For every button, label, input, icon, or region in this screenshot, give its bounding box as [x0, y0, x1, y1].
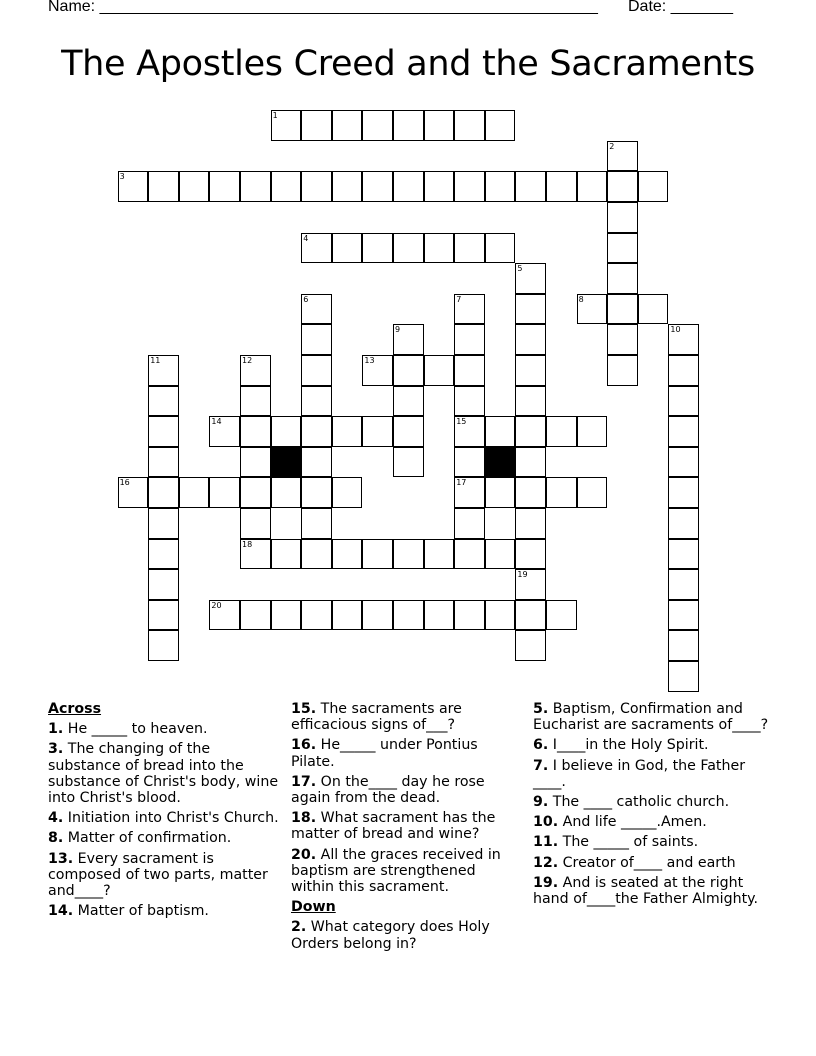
- answer-cell[interactable]: [240, 600, 271, 631]
- clues-column-1: [48, 701, 286, 923]
- answer-cell[interactable]: [454, 355, 485, 386]
- answer-cell[interactable]: [148, 600, 179, 631]
- answer-cell[interactable]: [668, 600, 699, 631]
- answer-cell[interactable]: [362, 416, 393, 447]
- answer-cell[interactable]: [393, 539, 424, 570]
- answer-cell[interactable]: [454, 386, 485, 417]
- answer-cell[interactable]: [668, 508, 699, 539]
- answer-cell[interactable]: [362, 171, 393, 202]
- answer-cell[interactable]: [240, 386, 271, 417]
- answer-cell[interactable]: [271, 600, 302, 631]
- answer-cell[interactable]: [515, 600, 546, 631]
- answer-cell[interactable]: [393, 447, 424, 478]
- clue-number-label: 20.: [291, 846, 317, 863]
- block-cell: [271, 447, 302, 478]
- clue-text: The sacraments are efficacious signs of___?: [291, 701, 462, 734]
- answer-cell[interactable]: [209, 477, 240, 508]
- answer-cell[interactable]: [607, 233, 638, 264]
- answer-cell[interactable]: [362, 600, 393, 631]
- block-cell: [485, 447, 516, 478]
- answer-cell[interactable]: [240, 508, 271, 539]
- answer-cell[interactable]: [668, 539, 699, 570]
- clue-number: 4: [303, 233, 309, 243]
- clue-number-label: 18.: [291, 810, 317, 827]
- clue-number-label: 13.: [48, 850, 74, 867]
- answer-cell[interactable]: [301, 110, 332, 141]
- clue-item: [48, 903, 286, 919]
- answer-cell[interactable]: [607, 355, 638, 386]
- answer-cell[interactable]: [301, 447, 332, 478]
- answer-cell[interactable]: [546, 600, 577, 631]
- clue-number: 12: [242, 356, 253, 365]
- clue-text: All the graces received in baptism are strengthened within this sacrament.: [291, 846, 501, 896]
- answer-cell[interactable]: [424, 539, 455, 570]
- page-title: The Apostles Creed and the Sacraments: [61, 44, 755, 84]
- answer-cell[interactable]: [209, 171, 240, 202]
- clue-item: [48, 721, 286, 737]
- answer-cell[interactable]: [332, 477, 363, 508]
- clue-text: Matter of confirmation.: [63, 830, 232, 847]
- answer-cell[interactable]: [485, 233, 516, 264]
- clue-text: He _____ to heaven.: [63, 721, 208, 738]
- answer-cell[interactable]: [515, 171, 546, 202]
- clue-number-label: 11.: [533, 834, 559, 851]
- answer-cell[interactable]: [607, 141, 638, 172]
- answer-cell[interactable]: [332, 416, 363, 447]
- clue-number-label: 8.: [48, 830, 64, 847]
- answer-cell[interactable]: [362, 355, 393, 386]
- clue-number: 13: [364, 356, 375, 365]
- answer-cell[interactable]: [271, 477, 302, 508]
- answer-cell[interactable]: [271, 416, 302, 447]
- answer-cell[interactable]: [577, 294, 608, 325]
- clue-number-label: 7.: [533, 757, 549, 774]
- answer-cell[interactable]: [148, 477, 179, 508]
- answer-cell[interactable]: [454, 171, 485, 202]
- answer-cell[interactable]: [607, 263, 638, 294]
- answer-cell[interactable]: [485, 539, 516, 570]
- clue-item: [533, 855, 769, 871]
- answer-cell[interactable]: [668, 386, 699, 417]
- answer-cell[interactable]: [301, 355, 332, 386]
- answer-cell[interactable]: [485, 110, 516, 141]
- answer-cell[interactable]: [148, 539, 179, 570]
- clue-number: 7: [456, 294, 462, 304]
- answer-cell[interactable]: [546, 477, 577, 508]
- answer-cell[interactable]: [209, 416, 240, 447]
- answer-cell[interactable]: [454, 324, 485, 355]
- answer-cell[interactable]: [668, 661, 699, 692]
- answer-cell[interactable]: [515, 416, 546, 447]
- answer-cell[interactable]: [424, 110, 455, 141]
- answer-cell[interactable]: [577, 477, 608, 508]
- answer-cell[interactable]: [393, 233, 424, 264]
- clue-number-label: 2.: [291, 919, 307, 936]
- clue-number: 14: [211, 417, 222, 427]
- answer-cell[interactable]: [668, 569, 699, 600]
- clue-number: 3: [119, 172, 125, 182]
- clue-number: 10: [670, 325, 681, 335]
- answer-cell[interactable]: [271, 171, 302, 202]
- answer-cell[interactable]: [546, 416, 577, 447]
- clue-text: The ____ catholic church.: [548, 794, 730, 811]
- answer-cell[interactable]: [454, 233, 485, 264]
- clue-text: Initiation into Christ's Church.: [63, 810, 279, 827]
- clue-number-label: 16.: [291, 737, 317, 754]
- clue-number: 9: [395, 325, 401, 335]
- answer-cell[interactable]: [485, 600, 516, 631]
- answer-cell[interactable]: [301, 416, 332, 447]
- answer-cell[interactable]: [668, 477, 699, 508]
- answer-cell[interactable]: [454, 294, 485, 325]
- answer-cell[interactable]: [424, 171, 455, 202]
- answer-cell[interactable]: [301, 233, 332, 264]
- clue-number-label: 4.: [48, 810, 64, 827]
- clue-item: [48, 851, 286, 900]
- clue-item: [533, 737, 769, 753]
- answer-cell[interactable]: [240, 171, 271, 202]
- answer-cell[interactable]: [668, 416, 699, 447]
- answer-cell[interactable]: [515, 477, 546, 508]
- answer-cell[interactable]: [454, 477, 485, 508]
- answer-cell[interactable]: [515, 539, 546, 570]
- name-field-label: Name: ________________________________________________________: [48, 0, 598, 15]
- clue-text: I believe in God, the Father ____.: [533, 757, 746, 790]
- answer-cell[interactable]: [118, 171, 149, 202]
- answer-cell[interactable]: [454, 508, 485, 539]
- answer-cell[interactable]: [454, 600, 485, 631]
- answer-cell[interactable]: [148, 447, 179, 478]
- clues-column-2: [291, 701, 523, 956]
- answer-cell[interactable]: [638, 294, 669, 325]
- answer-cell[interactable]: [393, 110, 424, 141]
- answer-cell[interactable]: [301, 600, 332, 631]
- clue-number: 2: [609, 141, 615, 151]
- down-heading: Down: [291, 899, 336, 916]
- answer-cell[interactable]: [332, 171, 363, 202]
- answer-cell[interactable]: [148, 355, 179, 386]
- clue-item: [533, 758, 769, 790]
- answer-cell[interactable]: [148, 171, 179, 202]
- answer-cell[interactable]: [301, 324, 332, 355]
- answer-cell[interactable]: [393, 600, 424, 631]
- answer-cell[interactable]: [332, 539, 363, 570]
- answer-cell[interactable]: [638, 171, 669, 202]
- clue-item: [533, 814, 769, 830]
- clue-item: [48, 810, 286, 826]
- answer-cell[interactable]: [607, 324, 638, 355]
- clue-number-label: 6.: [533, 737, 549, 754]
- answer-cell[interactable]: [240, 477, 271, 508]
- answer-cell[interactable]: [301, 539, 332, 570]
- answer-cell[interactable]: [515, 386, 546, 417]
- answer-cell[interactable]: [393, 324, 424, 355]
- answer-cell[interactable]: [301, 386, 332, 417]
- answer-cell[interactable]: [393, 416, 424, 447]
- answer-cell[interactable]: [301, 294, 332, 325]
- clue-number: 20: [211, 600, 222, 610]
- answer-cell[interactable]: [485, 171, 516, 202]
- clue-text: I____in the Holy Spirit.: [548, 737, 709, 754]
- answer-cell[interactable]: [301, 508, 332, 539]
- clue-text: Creator of____ and earth: [558, 854, 736, 871]
- clue-text: He_____ under Pontius Pilate.: [291, 737, 478, 770]
- clue-item: [291, 847, 523, 896]
- clue-number: 16: [119, 478, 130, 488]
- clue-item: [291, 774, 523, 806]
- answer-cell[interactable]: [148, 386, 179, 417]
- answer-cell[interactable]: [118, 477, 149, 508]
- clue-number-label: 10.: [533, 814, 559, 831]
- answer-cell[interactable]: [179, 171, 210, 202]
- clue-number-label: 1.: [48, 721, 64, 738]
- clue-text: And is seated at the right hand of____the Father Almighty.: [533, 874, 759, 908]
- answer-cell[interactable]: [271, 539, 302, 570]
- answer-cell[interactable]: [332, 600, 363, 631]
- clue-text: The _____ of saints.: [558, 834, 699, 851]
- answer-cell[interactable]: [668, 324, 699, 355]
- answer-cell[interactable]: [393, 355, 424, 386]
- clue-item: [291, 701, 523, 733]
- clue-text: On the____ day he rose again from the dead.: [291, 773, 485, 807]
- answer-cell[interactable]: [515, 263, 546, 294]
- answer-cell[interactable]: [607, 202, 638, 233]
- clue-number: 8: [578, 294, 584, 304]
- answer-cell[interactable]: [179, 477, 210, 508]
- answer-cell[interactable]: [148, 569, 179, 600]
- clue-number-label: 5.: [533, 701, 549, 717]
- answer-cell[interactable]: [271, 110, 302, 141]
- answer-cell[interactable]: [515, 294, 546, 325]
- answer-cell[interactable]: [209, 600, 240, 631]
- answer-cell[interactable]: [607, 294, 638, 325]
- clue-text: And life _____.Amen.: [558, 814, 707, 831]
- clue-item: [48, 830, 286, 846]
- clue-number: 18: [242, 539, 253, 549]
- clue-item: [533, 834, 769, 850]
- answer-cell[interactable]: [362, 539, 393, 570]
- clue-item: [533, 701, 769, 733]
- answer-cell[interactable]: [240, 539, 271, 570]
- answer-cell[interactable]: [393, 171, 424, 202]
- answer-cell[interactable]: [362, 110, 393, 141]
- answer-cell[interactable]: [240, 447, 271, 478]
- across-heading: Across: [48, 701, 102, 717]
- clue-text: Matter of baptism.: [73, 903, 209, 920]
- clue-number-label: 17.: [291, 773, 317, 790]
- clue-item: [48, 741, 286, 806]
- answer-cell[interactable]: [515, 569, 546, 600]
- answer-cell[interactable]: [607, 171, 638, 202]
- answer-cell[interactable]: [515, 447, 546, 478]
- date-field-label: Date: _______: [628, 0, 733, 15]
- clue-number-label: 14.: [48, 903, 74, 920]
- clue-text: The changing of the substance of bread into the substance of Christ's body, wine into Christ's blood.: [48, 741, 279, 807]
- answer-cell[interactable]: [393, 386, 424, 417]
- clue-item: [291, 737, 523, 769]
- answer-cell[interactable]: [454, 539, 485, 570]
- clue-number: 11: [150, 356, 161, 365]
- clue-number: 1: [272, 111, 278, 121]
- answer-cell[interactable]: [240, 416, 271, 447]
- clue-item: [291, 919, 523, 951]
- clue-number: 19: [517, 570, 528, 580]
- clues-column-3: [533, 701, 769, 911]
- clue-number: 5: [517, 264, 523, 274]
- answer-cell[interactable]: [485, 416, 516, 447]
- clue-number: 17: [456, 478, 467, 488]
- answer-cell[interactable]: [515, 630, 546, 661]
- answer-cell[interactable]: [546, 171, 577, 202]
- answer-cell[interactable]: [454, 447, 485, 478]
- clue-text: Baptism, Confirmation and Eucharist are sacraments of____?: [533, 701, 769, 734]
- clue-number-label: 19.: [533, 874, 559, 891]
- answer-cell[interactable]: [424, 355, 455, 386]
- clue-text: What sacrament has the matter of bread and wine?: [291, 810, 496, 843]
- answer-cell[interactable]: [148, 416, 179, 447]
- clue-number: 15: [456, 417, 467, 427]
- answer-cell[interactable]: [454, 416, 485, 447]
- clue-item: [291, 810, 523, 842]
- answer-cell[interactable]: [332, 233, 363, 264]
- clue-text: Every sacrament is composed of two parts, matter and____?: [48, 850, 268, 900]
- answer-cell[interactable]: [424, 233, 455, 264]
- clue-text: What category does Holy Orders belong in?: [291, 919, 490, 952]
- answer-cell[interactable]: [515, 324, 546, 355]
- answer-cell[interactable]: [577, 171, 608, 202]
- answer-cell[interactable]: [515, 355, 546, 386]
- answer-cell[interactable]: [668, 355, 699, 386]
- clue-number-label: 9.: [533, 794, 549, 811]
- answer-cell[interactable]: [454, 110, 485, 141]
- clue-number-label: 3.: [48, 741, 64, 758]
- answer-cell[interactable]: [240, 355, 271, 386]
- answer-cell[interactable]: [668, 630, 699, 661]
- answer-cell[interactable]: [515, 508, 546, 539]
- answer-cell[interactable]: [301, 171, 332, 202]
- clue-number: 6: [303, 294, 309, 304]
- answer-cell[interactable]: [668, 447, 699, 478]
- clue-item: [533, 875, 769, 907]
- answer-cell[interactable]: [577, 416, 608, 447]
- answer-cell[interactable]: [485, 477, 516, 508]
- answer-cell[interactable]: [301, 477, 332, 508]
- answer-cell[interactable]: [148, 630, 179, 661]
- answer-cell[interactable]: [332, 110, 363, 141]
- clue-number-label: 15.: [291, 701, 317, 717]
- answer-cell[interactable]: [362, 233, 393, 264]
- clue-item: [533, 794, 769, 810]
- clue-number-label: 12.: [533, 854, 559, 871]
- answer-cell[interactable]: [148, 508, 179, 539]
- answer-cell[interactable]: [424, 600, 455, 631]
